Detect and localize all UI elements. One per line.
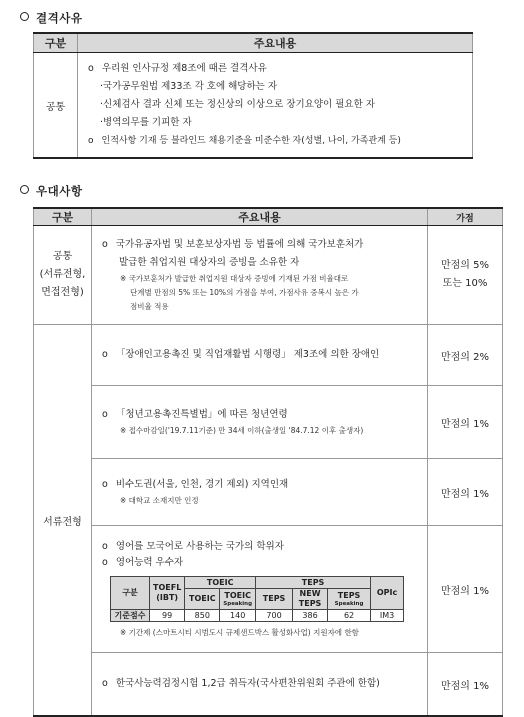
- pref-row-disabled: [92, 325, 428, 386]
- pref-row-youth: [92, 386, 428, 459]
- section2-title-text: 우대사항: [36, 184, 83, 198]
- row-label-common: 공통: [34, 53, 78, 159]
- content-line: o 인적사항 기재 등 블라인드 채용기준을 미준수한 자(성별, 나이, 가족관계 등): [88, 132, 462, 150]
- lang-toeic-group: TOEIC: [185, 577, 256, 589]
- content-line: ·국가공무원법 제33조 각 호에 해당하는 자: [100, 81, 278, 92]
- lang-teps-group: TEPS: [256, 577, 371, 589]
- content-line: o 우리원 인사규정 제8조에 때른 결격사유: [88, 60, 462, 78]
- header-content: 주요내용: [92, 208, 428, 226]
- note-line: ※ 대학교 소재지만 인정: [120, 496, 199, 505]
- lang-teps-speaking-text: TEPS: [337, 591, 361, 600]
- circle-bullet-icon: [20, 12, 29, 21]
- score-toeic: 850: [185, 610, 220, 622]
- points-korean-history: 만점의 1%: [428, 653, 503, 717]
- content-line: o 「청년고용촉진특별법」에 따른 청년연령: [102, 406, 417, 424]
- pref-row-korean-history: [92, 653, 428, 717]
- score-teps: 700: [256, 610, 293, 622]
- section-title-disqualification: [20, 10, 82, 26]
- points-line: 만점의 5%: [440, 260, 490, 271]
- lang-new-teps: NEW TEPS: [293, 589, 328, 610]
- row-label-document: 서류전형: [34, 325, 92, 717]
- score-toefl: 99: [150, 610, 185, 622]
- lang-toefl: TOEFL (IBT): [150, 577, 185, 610]
- label-line: (서류전형,: [39, 269, 86, 280]
- lang-teps-speaking: [328, 589, 371, 610]
- points-english: 만점의 1%: [428, 526, 503, 653]
- points-disabled: 만점의 2%: [428, 325, 503, 386]
- note-line: 단계별 만점의 5% 또는 10%의 가점을 부여, 가점사유 중복시 높은 가: [130, 288, 359, 297]
- row-label-common: [34, 226, 92, 325]
- label-line: 면접전형): [41, 287, 84, 298]
- content-line: o 비수도권(서울, 인천, 경기 제외) 지역인재: [102, 476, 417, 494]
- content-line: o 「장애인고용촉진 및 직업재활법 시행령」 제3조에 의한 장애인: [102, 346, 417, 364]
- section1-title-text: 결격사유: [36, 11, 83, 25]
- content-line: 발급한 취업지원 대상자의 증빙을 소유한 자: [119, 257, 300, 268]
- circle-bullet-icon: [20, 185, 29, 194]
- disqualification-table: [33, 32, 473, 159]
- common-points: [428, 226, 503, 325]
- content-line: ·신체검사 결과 신체 또는 정신상의 이상으로 장기요양이 필요한 자: [100, 99, 375, 110]
- points-youth: 만점의 1%: [428, 386, 503, 459]
- note-line: 점비율 적용: [130, 302, 169, 311]
- pref-row-regional: [92, 459, 428, 526]
- preferential-table: [33, 207, 503, 717]
- content-line: o 한국사능력검정시험 1,2급 취득자(국사편찬위원회 주관에 한함): [102, 675, 417, 693]
- label-line: 공통: [52, 251, 73, 262]
- content-line: o 영어능력 우수자: [102, 556, 417, 570]
- score-opic: IM3: [371, 610, 404, 622]
- header-category: 구분: [34, 33, 78, 53]
- pref-row-english: [92, 526, 428, 653]
- note-line: ※ 국가보훈처가 발급한 취업지원 대상자 증빙에 기재된 가점 비율대로: [120, 274, 349, 283]
- lang-toeic-speaking-text: TOEIC: [224, 591, 251, 600]
- speaking-sub: Speaking: [223, 601, 253, 607]
- lang-row-label: 기준점수: [111, 610, 150, 622]
- score-teps-speaking: 62: [328, 610, 371, 622]
- header-content: 주요내용: [78, 33, 473, 53]
- lang-col-label: 구분: [111, 577, 150, 610]
- lang-toeic: TOEIC: [185, 589, 220, 610]
- content-line: o 영어를 모국어로 사용하는 국가의 학위자: [102, 538, 417, 556]
- lang-toeic-speaking: [220, 589, 256, 610]
- score-new-teps: 386: [293, 610, 328, 622]
- content-line: o 국가유공자법 및 보훈보상자법 등 법률에 의해 국가보훈처가: [102, 236, 417, 254]
- score-toeic-speaking: 140: [220, 610, 256, 622]
- content-line: ·병역의무를 기피한 자: [100, 117, 192, 128]
- lang-teps: TEPS: [256, 589, 293, 610]
- section-title-preferential: [20, 183, 82, 199]
- lang-opic: OPIc: [371, 577, 404, 610]
- header-points: 가점: [428, 208, 503, 226]
- english-score-table: [110, 576, 404, 622]
- note-line: ※ 접수마감일('19.7.11기준) 만 34세 이하(출생일 '84.7.12 이후 출생자): [120, 426, 364, 435]
- points-line: 또는 10%: [442, 278, 488, 289]
- speaking-sub: Speaking: [334, 601, 364, 607]
- note-line: ※ 기간제 (스마트시티 시범도시 규제샌드박스 활성화사업) 지원자에 한함: [120, 628, 359, 637]
- disqualification-content: [78, 53, 473, 159]
- common-content: [92, 226, 428, 325]
- points-regional: 만점의 1%: [428, 459, 503, 526]
- header-category: 구분: [34, 208, 92, 226]
